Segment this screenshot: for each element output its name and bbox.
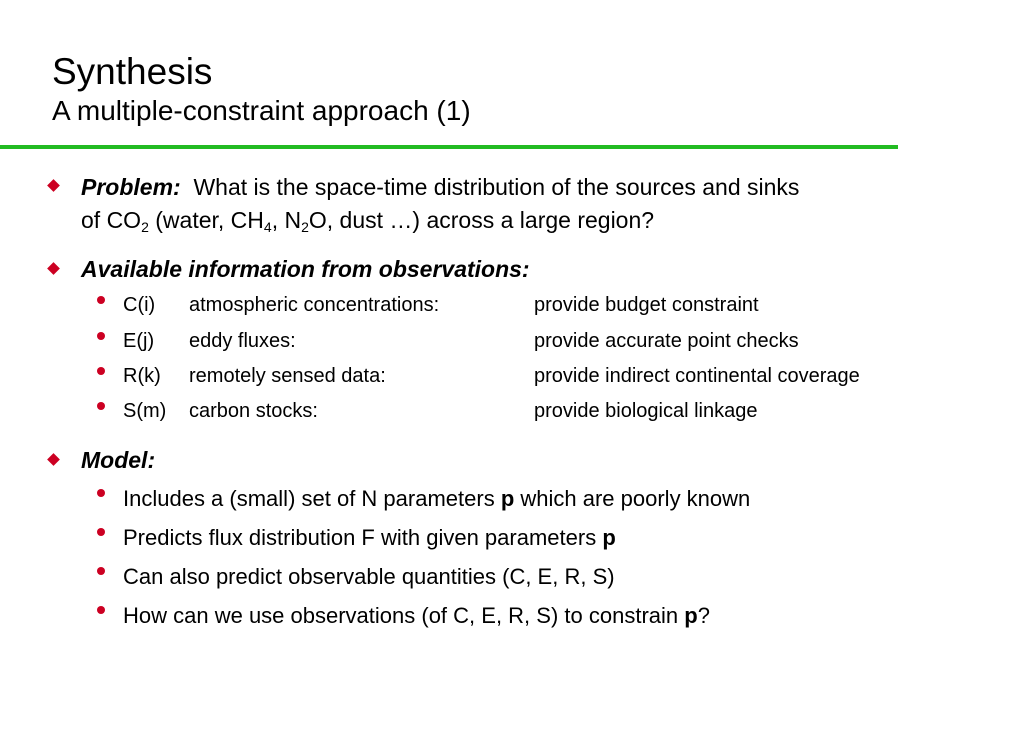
problem-text-2b: (water, CH [148,207,264,233]
model-item-2-text: Predicts flux distribution F with given parameters [123,525,603,550]
problem-label: Problem: [81,174,181,200]
model-item-4-text: How can we use observations (of C, E, R, S) to constrain [123,603,685,628]
problem-line-2 [81,206,654,234]
model-label: Model: [81,447,156,473]
slide-subtitle: A multiple-constraint approach (1) [52,95,471,126]
model-item-4 [123,602,710,629]
obs-type-3: carbon stocks: [189,400,318,422]
dot-bullet-icon [97,606,105,614]
obs-type-2: remotely sensed data: [189,365,386,387]
diamond-bullet-icon [47,453,60,466]
obs-code-1: E(j) [123,330,155,352]
obs-role-1: provide accurate point checks [534,330,799,352]
model-item-2 [123,524,616,551]
model-item-1-text: Includes a (small) set of N parameters [123,486,501,511]
dot-bullet-icon [97,402,105,410]
slide-title: Synthesis [52,51,213,92]
obs-role-2: provide indirect continental coverage [534,365,860,387]
model-item-2-param: p [602,525,616,550]
dot-bullet-icon [97,489,105,497]
title-block [52,50,471,128]
dot-bullet-icon [97,296,105,304]
obs-code-3: S(m) [123,400,167,422]
dot-bullet-icon [97,528,105,536]
title-divider [0,145,898,149]
n2o-subscript: 2 [301,219,309,235]
model-item-4-tail: ? [697,603,710,628]
model-item-4-param: p [684,603,698,628]
model-item-3: Can also predict observable quantities (C, E, R, S) [123,564,615,589]
obs-code-0: C(i) [123,294,156,316]
obs-type-1: eddy fluxes: [189,330,296,352]
dot-bullet-icon [97,567,105,575]
diamond-bullet-icon [47,179,60,192]
problem-text-1: What is the space-time distribution of the sources and sinks [193,174,800,200]
obs-role-3: provide biological linkage [534,400,758,422]
problem-text-2d: O, dust …) across a large region? [308,207,655,233]
ch4-subscript: 4 [263,219,272,235]
model-item-1 [123,485,750,512]
problem-text-2c: , N [271,207,302,233]
obs-type-0: atmospheric concentrations: [189,294,440,316]
dot-bullet-icon [97,367,105,375]
dot-bullet-icon [97,332,105,340]
obs-role-0: provide budget constraint [534,294,759,316]
model-item-1-tail: which are poorly known [514,486,751,511]
observations-label: Available information from observations: [81,256,530,282]
model-item-1-param: p [500,486,515,511]
problem-text-2a: of CO [81,207,142,233]
problem-line-1 [81,173,799,201]
obs-code-2: R(k) [123,365,161,387]
co2-subscript: 2 [141,219,149,235]
diamond-bullet-icon [47,262,60,275]
